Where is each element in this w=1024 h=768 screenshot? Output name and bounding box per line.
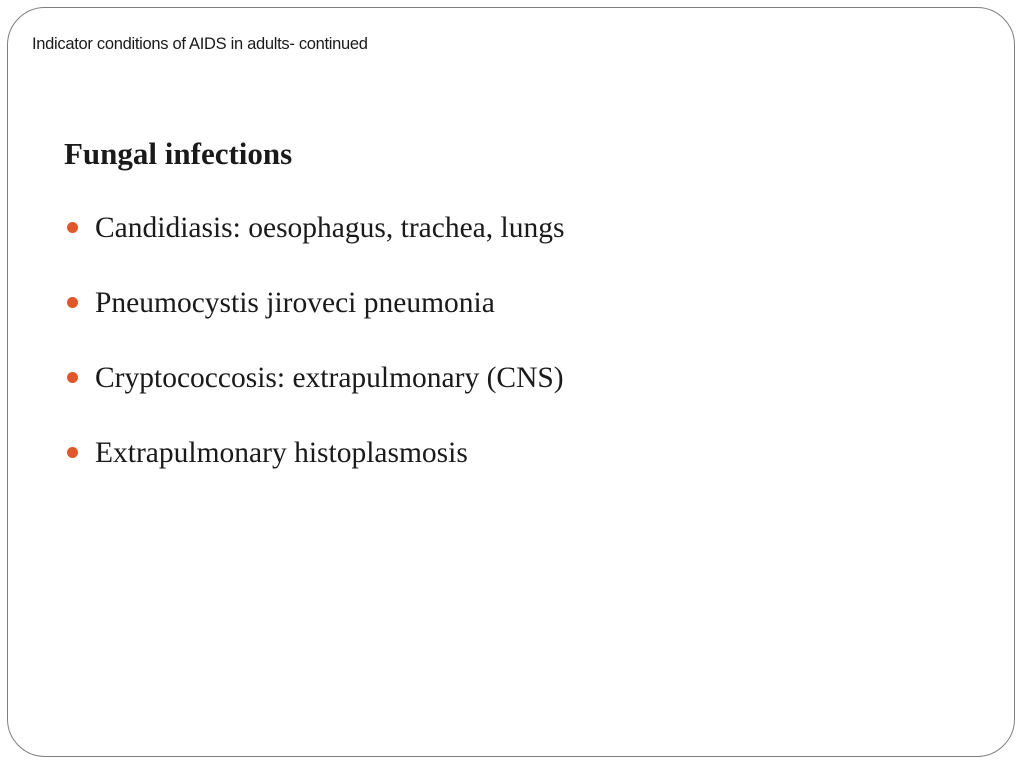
bullet-dot-icon (67, 372, 78, 383)
bullet-dot-icon (67, 447, 78, 458)
bullet-text: Pneumocystis jiroveci pneumonia (95, 287, 495, 319)
bullet-dot-icon (67, 222, 78, 233)
slide-header-title: Indicator conditions of AIDS in adults- continued (32, 35, 368, 53)
bullet-text: Candidiasis: oesophagus, trachea, lungs (95, 212, 565, 244)
slide-frame (7, 7, 1015, 757)
bullet-dot-icon (67, 297, 78, 308)
bullet-text: Cryptococcosis: extrapulmonary (CNS) (95, 362, 564, 394)
section-heading: Fungal infections (64, 136, 293, 171)
bullet-text: Extrapulmonary histoplasmosis (95, 437, 468, 469)
